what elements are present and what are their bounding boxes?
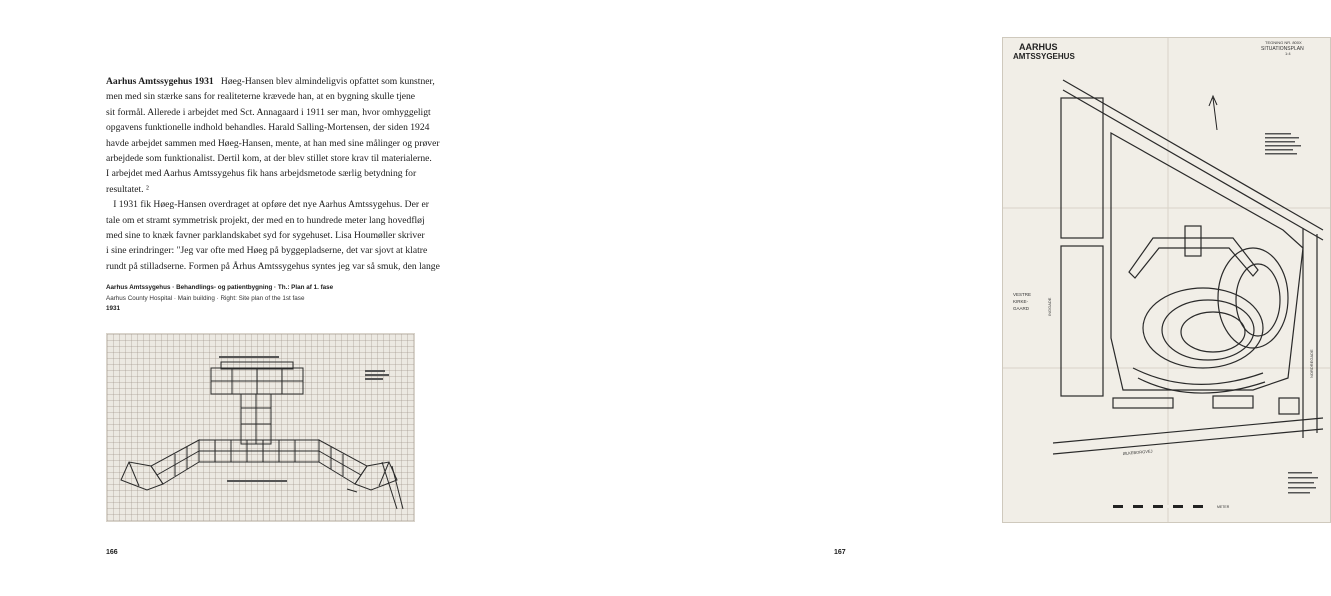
caption-english: Aarhus County Hospital · Main building · Right: Site plan of the 1st fase bbox=[106, 294, 305, 302]
floor-plan-image bbox=[106, 333, 415, 522]
section-heading: Aarhus Amtssygehus 1931 bbox=[106, 76, 214, 87]
page-number-right: 167 bbox=[834, 549, 846, 556]
bottom-road bbox=[1053, 418, 1323, 443]
legend-block bbox=[1265, 133, 1301, 155]
stamp-scale: 1:4 bbox=[1285, 51, 1291, 56]
site-plan-image bbox=[1002, 37, 1331, 523]
scale-bar bbox=[1113, 505, 1230, 509]
text-line: med sine to knæk favner parklandskabet syd for sygehuset. Lisa Houmøller skriver bbox=[106, 230, 425, 242]
floor-plan-drawing bbox=[107, 334, 414, 521]
label-road-bottom: ØLKEBORGVEJ bbox=[1122, 448, 1153, 456]
first-line bbox=[106, 74, 435, 89]
text-line: arbejdede som funktionalist. Dertil kom, at der blev stillet store krav til materialerne. bbox=[106, 153, 432, 165]
text-line: I arbejdet med Aarhus Amtssygehus fik hans arbejdsmetode særlig betydning for bbox=[106, 168, 417, 180]
left-page bbox=[0, 0, 480, 596]
text-line: opgavens funktionelle indhold behandles. Harald Salling-Mortensen, der siden 1924 bbox=[106, 122, 430, 134]
city-block-upper bbox=[1061, 98, 1103, 238]
stamp-text-1: TEGNING NR. 800X bbox=[1265, 40, 1302, 45]
label-kirke: KIRKE- bbox=[1013, 299, 1029, 304]
label-road-left: INGGADE bbox=[1047, 297, 1052, 316]
plan-right-branch bbox=[355, 462, 397, 490]
city-block-lower bbox=[1061, 246, 1103, 396]
site-plan-drawing bbox=[1003, 38, 1330, 522]
hospital-building bbox=[1129, 238, 1258, 278]
north-arrow-icon bbox=[1209, 96, 1217, 130]
signature-block bbox=[1288, 472, 1318, 494]
text-line: rundt på stilladserne. Formen på Århus Amtssygehus syntes jeg var så smuk, den lange bbox=[106, 260, 440, 272]
label-vestre: VESTRE bbox=[1013, 292, 1032, 297]
body-text bbox=[106, 74, 440, 274]
text-line: tale om et stramt symmetrisk projekt, der med en to hundrede meter lang hovedfløj bbox=[106, 214, 425, 226]
page-number-left: 166 bbox=[106, 549, 118, 556]
label-road-right: NORDREGADE bbox=[1309, 349, 1314, 378]
text-line: I 1931 fik Høeg-Hansen overdraget at opføre det nye Aarhus Amtssygehus. Der er bbox=[106, 199, 429, 211]
text-line: sit formål. Allerede i arbejdet med Sct. Annagaard i 1911 ser man, hvor omhyggeligt bbox=[106, 106, 431, 118]
stamp-text-2: SITUATIONSPLAN bbox=[1261, 46, 1304, 52]
label-gaard: GAARD bbox=[1013, 306, 1030, 311]
plan-left-branch bbox=[121, 462, 163, 490]
right-page bbox=[480, 0, 1314, 596]
text-line: havde arbejdet sammen med Høeg-Hansen, mente, at han med sine målinger og prøver bbox=[106, 137, 440, 149]
drawing-title-2: AMTSSYGEHUS bbox=[1013, 52, 1075, 61]
text-line: men med sin stærke sans for realiteterne krævede han, at en bygning skulle tjene bbox=[106, 91, 416, 103]
figure-caption bbox=[106, 283, 426, 315]
drawing-title-1: AARHUS bbox=[1019, 42, 1058, 52]
caption-danish: Aarhus Amtssygehus · Behandlings- og patientbygning · Th.: Plan af 1. fase bbox=[106, 284, 334, 291]
text-line: i sine erindringer: "Jeg var ofte med Høeg på byggepladserne, det var sjovt at klatre bbox=[106, 245, 428, 257]
caption-year: 1931 bbox=[106, 305, 121, 313]
scale-unit: METER bbox=[1217, 505, 1230, 509]
text-line: Høeg-Hansen blev almindeligvis opfattet som kunstner, bbox=[220, 76, 435, 87]
text-line: resultatet. ² bbox=[106, 183, 149, 195]
